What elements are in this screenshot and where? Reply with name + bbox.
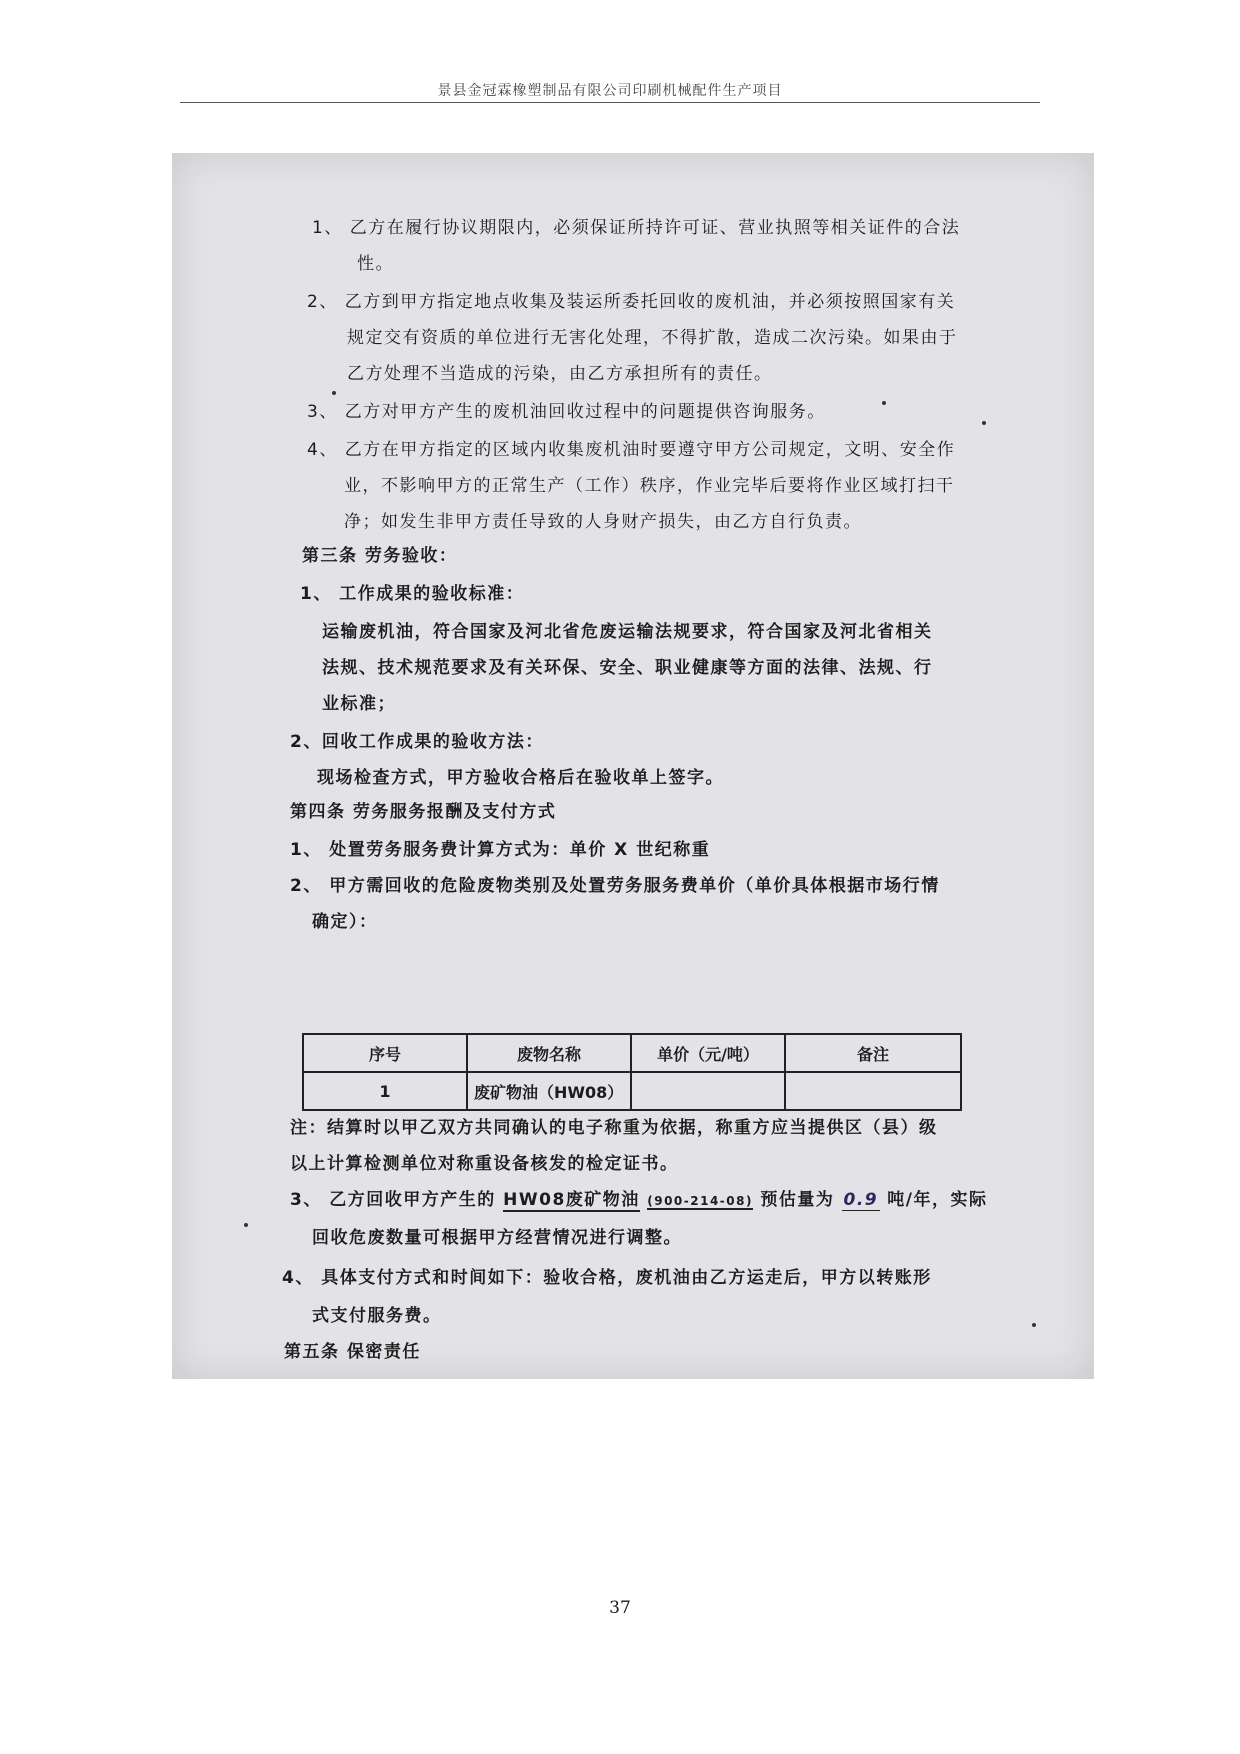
text-line: 2、回收工作成果的验收方法： <box>290 732 544 752</box>
handwritten-amount: 0.9 <box>843 1190 879 1210</box>
table-row <box>303 1072 961 1110</box>
waste-fee-table <box>302 1033 962 1111</box>
scan-speck <box>982 421 986 425</box>
text-line: 业标准； <box>322 694 396 714</box>
column-header: 单价（元/吨） <box>631 1034 785 1072</box>
column-header: 备注 <box>785 1034 961 1072</box>
table-cell <box>785 1072 961 1110</box>
text-line: 式支付服务费。 <box>312 1306 442 1326</box>
note-line: 以上计算检测单位对称重设备核发的检定证书。 <box>290 1154 679 1174</box>
text-line: 4、 具体支付方式和时间如下：验收合格，废机油由乙方运走后，甲方以转账形 <box>282 1268 932 1288</box>
text-line: 运输废机油，符合国家及河北省危废运输法规要求，符合国家及河北省相关 <box>322 622 933 642</box>
item-3-suffix: 吨/年，实际 <box>887 1190 988 1210</box>
scan-speck <box>244 1223 248 1227</box>
scanned-document <box>172 153 1094 1379</box>
text-line: 确定）： <box>312 912 378 932</box>
scan-speck <box>332 391 336 395</box>
table-cell <box>631 1072 785 1110</box>
text-line: 2、 甲方需回收的危险废物类别及处置劳务服务费单价（单价具体根据市场行情 <box>290 876 940 896</box>
scan-speck <box>1032 1323 1036 1327</box>
text-line: 法规、技术规范要求及有关环保、安全、职业健康等方面的法律、法规、行 <box>322 658 933 678</box>
column-header: 序号 <box>303 1034 467 1072</box>
section-heading: 第四条 劳务服务报酬及支付方式 <box>290 802 557 822</box>
section-heading: 第五条 保密责任 <box>284 1342 421 1362</box>
text-line: 2、 乙方到甲方指定地点收集及装运所委托回收的废机油，并必须按照国家有关 <box>307 292 956 312</box>
table-cell: 废矿物油（HW08） <box>467 1072 631 1110</box>
header-divider <box>180 102 1040 103</box>
table-header-row <box>303 1034 961 1072</box>
text-line: 1、 处置劳务服务费计算方式为：单价 X 世纪称重 <box>290 840 711 860</box>
item-3-code: (900-214-08) <box>647 1194 753 1208</box>
note-line: 注：结算时以甲乙双方共同确认的电子称重为依据，称重方应当提供区（县）级 <box>290 1118 938 1138</box>
section-heading: 第三条 劳务验收： <box>302 546 458 566</box>
text-line: 乙方处理不当造成的污染，由乙方承担所有的责任。 <box>347 364 773 384</box>
text-line: 回收危废数量可根据甲方经营情况进行调整。 <box>312 1228 682 1248</box>
text-line: 1、 工作成果的验收标准： <box>300 584 525 604</box>
text-line: 1、 乙方在履行协议期限内，必须保证所持许可证、营业执照等相关证件的合法 <box>312 218 961 238</box>
text-line: 3、 乙方对甲方产生的废机油回收过程中的问题提供咨询服务。 <box>307 402 826 422</box>
text-line: 性。 <box>357 254 394 274</box>
item-3-mid: 预估量为 <box>760 1190 835 1210</box>
page-number: 37 <box>609 1598 631 1618</box>
column-header: 废物名称 <box>467 1034 631 1072</box>
item-3-prefix: 3、 乙方回收甲方产生的 <box>290 1190 496 1210</box>
text-line: 业，不影响甲方的正常生产（工作）秩序，作业完毕后要将作业区域打扫干 <box>344 476 955 496</box>
scan-speck <box>882 401 886 405</box>
page-header-title: 景县金冠霖橡塑制品有限公司印刷机械配件生产项目 <box>437 83 783 99</box>
text-line: 净；如发生非甲方责任导致的人身财产损失，由乙方自行负责。 <box>344 512 862 532</box>
table-cell: 1 <box>303 1072 467 1110</box>
item-3-waste: HW08废矿物油 <box>503 1190 640 1210</box>
text-line: 现场检查方式，甲方验收合格后在验收单上签字。 <box>317 768 724 788</box>
text-line: 规定交有资质的单位进行无害化处理，不得扩散，造成二次污染。如果由于 <box>347 328 958 348</box>
item-3-line <box>290 1185 987 1211</box>
text-line: 4、 乙方在甲方指定的区域内收集废机油时要遵守甲方公司规定，文明、安全作 <box>307 440 956 460</box>
